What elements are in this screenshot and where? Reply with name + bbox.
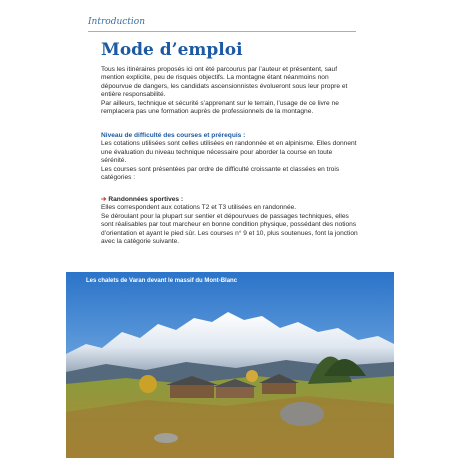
intro-paragraph-1: Tous les itinéraires proposés ici ont été parcourus par l’auteur et présentent, sauf mention explicite, peu de risques objectifs. La montagne étant néanmoins non dépourvue de dangers, les candidats ascensionnistes évolueront sous leur propre et entière responsabilité.	[101, 66, 348, 99]
category-line-1: Elles correspondent aux cotations T2 et T3 utilisées en randonnée.	[101, 204, 297, 212]
category-block	[101, 196, 359, 246]
category-title: Randonnées sportives :	[108, 196, 184, 203]
difficulty-block	[101, 132, 359, 182]
arrow-icon: ➔	[101, 196, 107, 203]
mountain-landscape-image	[66, 272, 394, 458]
mountain-photo	[66, 272, 394, 458]
header-rule	[88, 31, 356, 32]
difficulty-paragraph-2: Les courses sont présentées par ordre de difficulté croissante et classées en trois catégories :	[101, 165, 340, 182]
difficulty-paragraph-1: Les cotations utilisées sont celles utilisées en randonnée et en alpinisme. Elles donnent une évaluation du niveau technique nécessaire pour aborder la course en toute sérénité.	[101, 140, 357, 165]
intro-block	[101, 66, 359, 116]
category-heading	[101, 196, 359, 204]
intro-paragraph-2: Par ailleurs, technique et sécurité s’apprenant sur le terrain, l’usage de ce livre ne remplacera pas une formation auprès de professionnels de la montagne.	[101, 99, 339, 116]
difficulty-heading: Niveau de difficulté des courses et prérequis :	[101, 132, 246, 139]
category-line-2: Se déroulant pour la plupart sur sentier et dépourvues de passages techniques, elles sont réalisables par tout marcheur en bonne condition physique, possédant des notions d’orientation et ayant le pied sûr. Les courses n° 9 et 10, plus soutenues, font la jonction avec la catégorie suivante.	[101, 212, 358, 246]
page-title: Mode d’emploi	[101, 40, 243, 60]
photo-caption: Les chalets de Varan devant le massif du Mont-Blanc	[86, 278, 238, 284]
running-head: Introduction	[88, 17, 145, 27]
